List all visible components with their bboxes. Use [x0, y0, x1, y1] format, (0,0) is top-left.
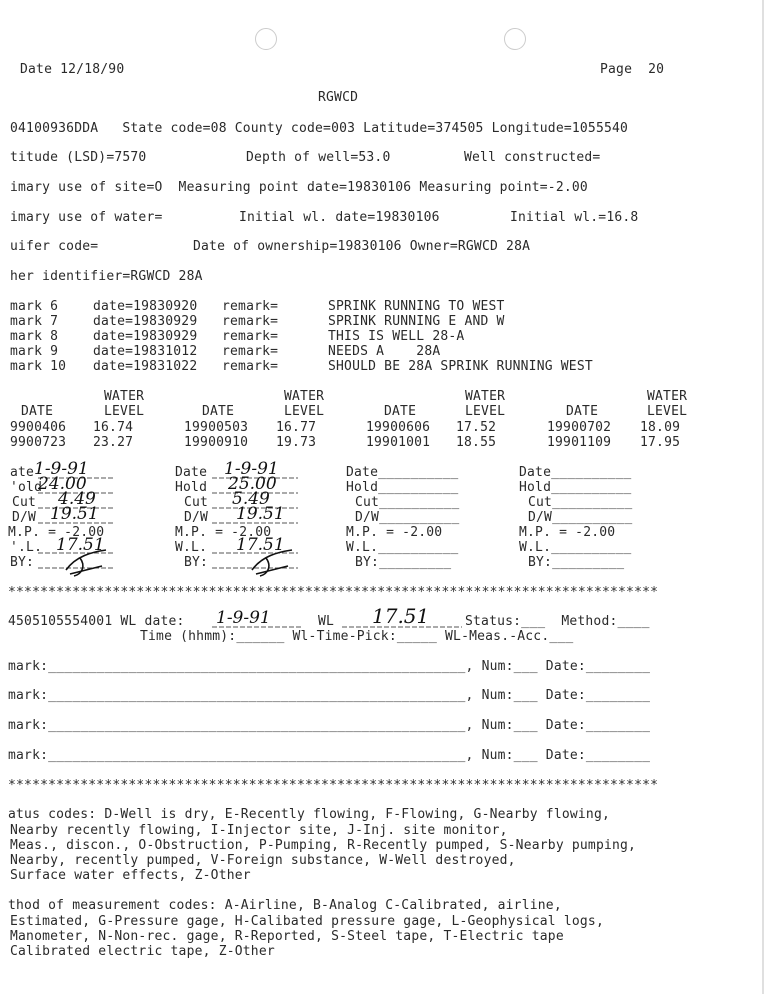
wl-entry-id: 4505105554001 WL date: [8, 614, 185, 629]
primary-use-water: imary use of water= [10, 210, 163, 225]
field-mp: M.P. = -2.00 [346, 525, 443, 540]
field-dw-label: D/W__________ [355, 510, 460, 525]
field-hold-label: 'old [10, 480, 43, 495]
remark-text: SPRINK RUNNING E AND W [328, 314, 505, 329]
field-mp: M.P. = -2.00 [175, 525, 272, 540]
wl-label: WL [318, 614, 335, 629]
level-value: 18.55 [456, 435, 497, 450]
handwritten-date: 1-9-91 [224, 459, 279, 479]
field-date-label: Date [175, 465, 208, 480]
level-value: 16.74 [93, 420, 134, 435]
status-codes-line: Nearby recently flowing, I-Injector site, J-Inj. site monitor, [10, 823, 508, 838]
remark-line: mark:____________________________________________________, Num:___ Date:________ [8, 688, 651, 703]
field-hold-label: Hold [175, 480, 208, 495]
remark-date: date=19830929 [93, 329, 198, 344]
col-header-level: LEVEL [284, 404, 325, 419]
remark-label: remark= [222, 344, 279, 359]
initial-wl-date: Initial wl. date=19830106 [239, 210, 440, 225]
org-title: RGWCD [318, 90, 359, 105]
page-number: Page 20 [600, 62, 665, 77]
remark-label: remark= [222, 329, 279, 344]
separator-line: ********************************************************************************* [8, 585, 659, 600]
field-mp: M.P. = -2.00 [8, 525, 105, 540]
level-value: 19.73 [276, 435, 317, 450]
field-wl-label: '.L. [10, 540, 43, 555]
remark-text: THIS IS WELL 28-A [328, 329, 465, 344]
col-header-date: DATE [384, 404, 417, 419]
field-hold-label: Hold__________ [346, 480, 459, 495]
remark-num: mark 8 [10, 329, 67, 344]
handwritten-hold: 24.00 [38, 474, 87, 494]
method-codes-line: Calibrated electric tape, Z-Other [10, 944, 275, 959]
site-id-line: 04100936DDA State code=08 County code=003 Latitude=374505 Longitude=1055540 [10, 121, 629, 136]
field-cut-label: Cut__________ [528, 495, 633, 510]
handwritten-wl: 17.51 [236, 535, 285, 555]
handwritten-cut: 5.49 [232, 489, 270, 509]
remark-label: remark= [222, 314, 279, 329]
remark-label: remark= [222, 359, 279, 374]
field-dw-label: D/W__________ [528, 510, 633, 525]
field-by-label: BY: [184, 555, 209, 570]
field-by-label: BY:_________ [528, 555, 625, 570]
altitude: titude (LSD)=7570 [10, 150, 147, 165]
status-codes-line: Nearby, recently pumped, V-Foreign substance, W-Well destroyed, [10, 853, 516, 868]
page-edge [762, 0, 764, 994]
handwritten-wl-date: 1-9-91 [216, 608, 271, 628]
handwritten-wl: 17.51 [372, 604, 430, 628]
level-value: 17.52 [456, 420, 497, 435]
remark-num: mark 6 [10, 299, 67, 314]
depth-of-well: Depth of well=53.0 [246, 150, 391, 165]
method-codes-line: Manometer, N-Non-rec. gage, R-Reported, S-Steel tape, T-Electric tape [10, 929, 564, 944]
col-header-water: WATER [465, 389, 506, 404]
punch-hole [255, 28, 277, 50]
field-hold-label: Hold__________ [519, 480, 632, 495]
col-header-level: LEVEL [465, 404, 506, 419]
level-value: 18.09 [640, 420, 681, 435]
initials-signature [248, 548, 298, 578]
status-codes-line: atus codes: D-Well is dry, E-Recently flowing, F-Flowing, G-Nearby flowing, [8, 807, 610, 822]
level-date: 9900723 [10, 435, 67, 450]
handwritten-dw: 19.51 [50, 504, 99, 524]
well-constructed: Well constructed= [464, 150, 601, 165]
col-header-date: DATE [566, 404, 599, 419]
remark-label: remark= [222, 299, 279, 314]
ownership: Date of ownership=19830106 Owner=RGWCD 28A [193, 239, 531, 254]
other-identifier: her identifier=RGWCD 28A [10, 269, 203, 284]
handwritten-dw: 19.51 [236, 504, 285, 524]
col-header-water: WATER [104, 389, 145, 404]
remark-text: SPRINK RUNNING TO WEST [328, 299, 505, 314]
field-wl-label: W.L. [175, 540, 208, 555]
initial-wl: Initial wl.=16.8 [510, 210, 639, 225]
col-header-date: DATE [21, 404, 54, 419]
remark-text: SHOULD BE 28A SPRINK RUNNING WEST [328, 359, 593, 374]
field-wl-label: W.L.__________ [346, 540, 459, 555]
method-codes-line: Estimated, G-Pressure gage, H-Calibated pressure gage, L-Geophysical logs, [10, 914, 604, 929]
level-value: 17.95 [640, 435, 681, 450]
remark-date: date=19830929 [93, 314, 198, 329]
level-date: 19900606 [366, 420, 431, 435]
remark-num: mark 10 [10, 359, 67, 374]
remark-line: mark:____________________________________________________, Num:___ Date:________ [8, 748, 651, 763]
level-value: 16.77 [276, 420, 317, 435]
col-header-water: WATER [284, 389, 325, 404]
field-date-label: ate [10, 465, 35, 480]
status-codes-line: Surface water effects, Z-Other [10, 868, 251, 883]
level-date: 9900406 [10, 420, 67, 435]
handwritten-wl: 17.51 [56, 535, 105, 555]
col-header-level: LEVEL [104, 404, 145, 419]
field-cut-label: Cut__________ [355, 495, 460, 510]
level-date: 19901109 [547, 435, 612, 450]
col-header-level: LEVEL [647, 404, 688, 419]
remark-date: date=19831012 [93, 344, 198, 359]
level-date: 19900503 [184, 420, 249, 435]
field-by-label: BY: [10, 555, 35, 570]
report-date: Date 12/18/90 [20, 62, 125, 77]
status-method: Status:___ Method:____ [465, 614, 650, 629]
initials-signature [62, 548, 112, 578]
remark-num: mark 9 [10, 344, 67, 359]
handwritten-cut: 4.49 [58, 489, 96, 509]
remark-line: mark:____________________________________________________, Num:___ Date:________ [8, 718, 651, 733]
method-codes-line: thod of measurement codes: A-Airline, B-Analog C-Calibrated, airline, [8, 898, 562, 913]
handwritten-date: 1-9-91 [34, 459, 89, 479]
field-mp: M.P. = -2.00 [519, 525, 616, 540]
time-line: Time (hhmm):______ Wl-Time-Pick:_____ WL-Meas.-Acc.___ [140, 629, 574, 644]
field-cut-label: Cut [12, 495, 37, 510]
aquifer-code: uifer code= [10, 239, 99, 254]
field-cut-label: Cut [184, 495, 209, 510]
field-by-label: BY:_________ [355, 555, 452, 570]
level-value: 23.27 [93, 435, 134, 450]
remark-line: mark:____________________________________________________, Num:___ Date:________ [8, 659, 651, 674]
level-date: 19900910 [184, 435, 249, 450]
primary-use-site: imary use of site=O Measuring point date=19830106 Measuring point=-2.00 [10, 180, 588, 195]
punch-hole [504, 28, 526, 50]
field-dw-label: D/W [12, 510, 37, 525]
col-header-water: WATER [647, 389, 688, 404]
handwritten-hold: 25.00 [228, 474, 277, 494]
field-dw-label: D/W [184, 510, 209, 525]
field-wl-label: W.L.__________ [519, 540, 632, 555]
separator-line: ********************************************************************************* [8, 778, 659, 793]
remark-text: NEEDS A 28A [328, 344, 441, 359]
remark-num: mark 7 [10, 314, 67, 329]
remark-date: date=19831022 [93, 359, 198, 374]
status-codes-line: Meas., discon., O-Obstruction, P-Pumping, R-Recently pumped, S-Nearby pumping, [10, 838, 637, 853]
remark-date: date=19830920 [93, 299, 198, 314]
col-header-date: DATE [202, 404, 235, 419]
field-date-label: Date__________ [519, 465, 632, 480]
field-date-label: Date__________ [346, 465, 459, 480]
level-date: 19901001 [366, 435, 431, 450]
level-date: 19900702 [547, 420, 612, 435]
